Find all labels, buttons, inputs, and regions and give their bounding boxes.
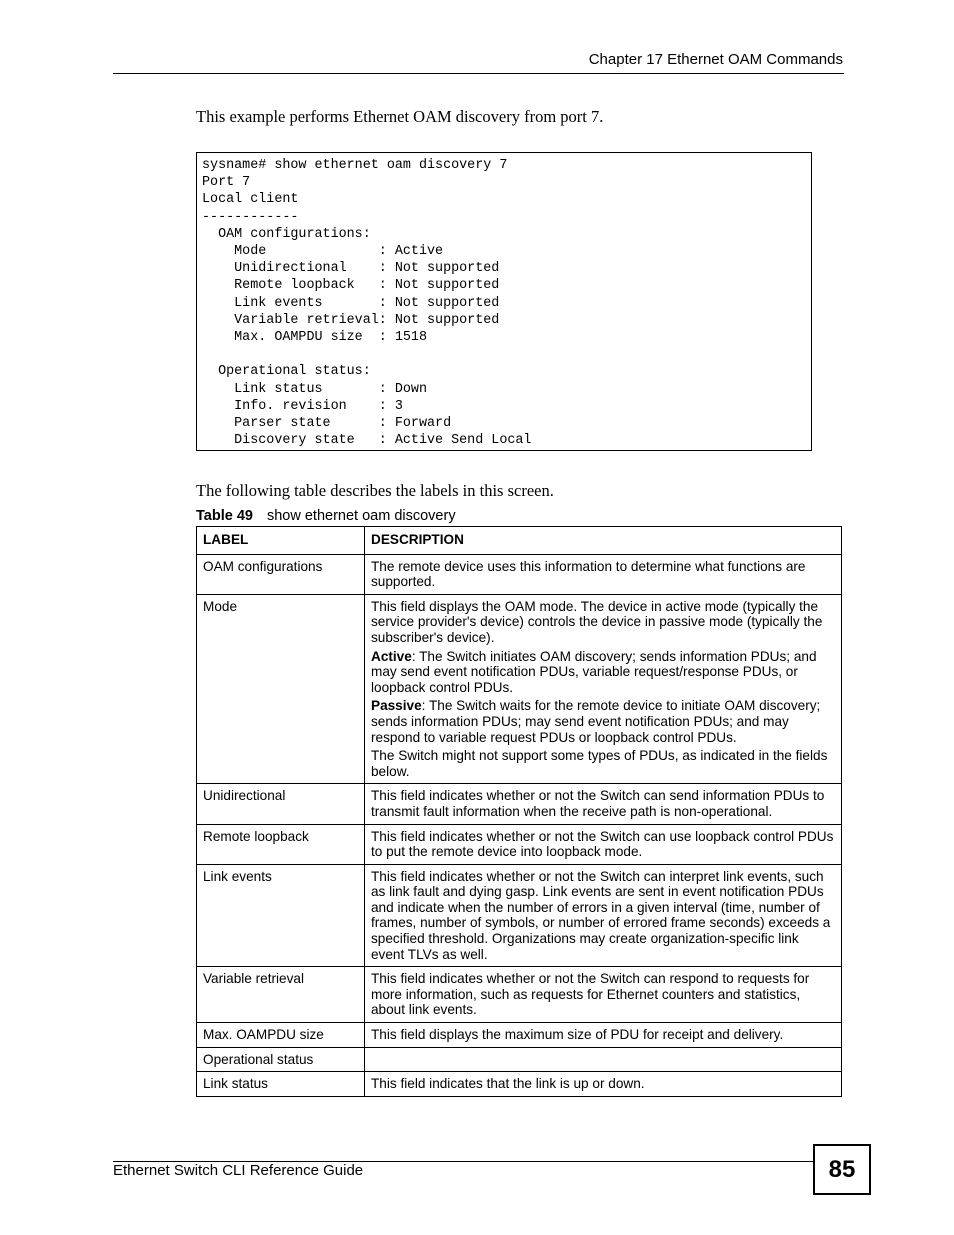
- row-label: Remote loopback: [197, 824, 365, 864]
- column-header-label: LABEL: [197, 527, 365, 555]
- code-line: Port 7: [202, 175, 251, 191]
- table-caption-number: Table 49: [196, 508, 253, 524]
- table-caption-title: show ethernet oam discovery: [266, 508, 456, 524]
- header-divider: [113, 73, 844, 74]
- table-caption: [196, 507, 456, 525]
- description-text: This field indicates that the link is up or down.: [371, 1076, 645, 1092]
- row-label: Variable retrieval: [197, 967, 365, 1023]
- description-text: This field indicates whether or not the Switch can use loopback control PDUs to put the remote device into loopback mode.: [371, 828, 834, 860]
- code-line: ------------: [202, 209, 299, 225]
- row-description: [365, 864, 842, 967]
- description-text: The remote device uses this information to determine what functions are supported.: [371, 558, 806, 590]
- guide-title: Ethernet Switch CLI Reference Guide: [113, 1162, 364, 1179]
- code-line: Info. revision : 3: [202, 398, 403, 414]
- row-label: Max. OAMPDU size: [197, 1023, 365, 1048]
- row-description: [365, 554, 842, 594]
- row-label: Link status: [197, 1072, 365, 1097]
- row-description: [365, 1023, 842, 1048]
- description-text: This field indicates whether or not the Switch can respond to requests for more information, such as requests for Ethernet counters and statistics, about link events.: [371, 971, 810, 1018]
- row-description: [365, 967, 842, 1023]
- table-row: [197, 594, 842, 784]
- code-example-box: [196, 152, 812, 451]
- code-line: Operational status:: [202, 364, 371, 380]
- description-text: This field displays the maximum size of PDU for receipt and delivery.: [371, 1027, 784, 1043]
- description-paragraph: [371, 971, 835, 1018]
- code-line: Max. OAMPDU size : 1518: [202, 330, 427, 346]
- table-row: [197, 864, 842, 967]
- description-text: This field displays the OAM mode. The device in active mode (typically the service provider's device) controls the device in passive mode (typically the subscriber's device).: [371, 598, 823, 645]
- column-header-description: DESCRIPTION: [365, 527, 842, 555]
- row-label: Operational status: [197, 1047, 365, 1072]
- row-label: Link events: [197, 864, 365, 967]
- description-paragraph: [371, 829, 835, 860]
- row-label: Mode: [197, 594, 365, 784]
- description-paragraph: [371, 869, 835, 963]
- code-line: OAM configurations:: [202, 226, 371, 242]
- description-text: This field indicates whether or not the Switch can interpret link events, such as link fault and dying gasp. Link events are sent in event notification PDUs and indicate when the number of errors in a given interval (time, number of frames, number of symbols, or number of errored frame seconds) exceeds a specified threshold. Organizations may create organization-specific link event TLVs as well.: [371, 868, 831, 962]
- description-paragraph: [371, 788, 835, 819]
- description-paragraph: [371, 1076, 835, 1092]
- page-number: 85: [813, 1144, 871, 1195]
- table-row: [197, 784, 842, 824]
- table-body: [197, 554, 842, 1096]
- description-text: The Switch might not support some types of PDUs, as indicated in the fields below.: [371, 748, 828, 779]
- table-row: [197, 1023, 842, 1048]
- table-row: [197, 824, 842, 864]
- chapter-title: Chapter 17 Ethernet OAM Commands: [588, 51, 843, 68]
- row-description: [365, 1047, 842, 1072]
- table-row: [197, 1047, 842, 1072]
- row-description: [365, 824, 842, 864]
- intro-paragraph: This example performs Ethernet OAM discovery from port 7.: [196, 107, 604, 126]
- code-line: Variable retrieval: Not supported: [202, 312, 500, 328]
- description-text: : The Switch initiates OAM discovery; sends information PDUs; and may send event notification PDUs, variable request/response PDUs, or loopback control PDUs.: [371, 648, 817, 695]
- code-line: Mode : Active: [202, 244, 444, 260]
- description-paragraph: [371, 698, 835, 745]
- table-row: [197, 1072, 842, 1097]
- table-row: [197, 554, 842, 594]
- description-paragraph: [371, 1027, 835, 1043]
- description-term: Passive: [371, 698, 422, 714]
- description-term: Active: [371, 648, 412, 664]
- code-line: Unidirectional : Not supported: [202, 261, 500, 277]
- row-label: Unidirectional: [197, 784, 365, 824]
- labels-table: [196, 526, 842, 1097]
- row-description: [365, 1072, 842, 1097]
- row-label: OAM configurations: [197, 554, 365, 594]
- code-line: Discovery state : Active Send Local: [202, 433, 532, 449]
- table-row: [197, 967, 842, 1023]
- description-text: : The Switch waits for the remote device to initiate OAM discovery; sends information PDUs; may send event notification PDUs; and may respond to variable request PDUs or loopback control PDUs.: [371, 698, 821, 745]
- code-line: Parser state : Forward: [202, 416, 452, 432]
- description-text: This field indicates whether or not the Switch can send information PDUs to transmit fault information when the receive path is non-operational.: [371, 788, 825, 819]
- code-line: sysname# show ethernet oam discovery 7: [202, 158, 508, 173]
- row-description: [365, 594, 842, 784]
- description-paragraph: [371, 559, 835, 590]
- code-example: [202, 157, 811, 449]
- code-line: Link status : Down: [202, 381, 427, 397]
- code-line: Remote loopback : Not supported: [202, 278, 500, 294]
- description-paragraph: [371, 748, 835, 779]
- table-header-row: [197, 527, 842, 555]
- code-line: Local client: [202, 192, 299, 208]
- description-paragraph: [371, 649, 835, 696]
- code-line: Link events : Not supported: [202, 295, 500, 311]
- row-description: [365, 784, 842, 824]
- description-paragraph: [371, 599, 835, 646]
- table-intro-paragraph: The following table describes the labels in this screen.: [196, 481, 554, 500]
